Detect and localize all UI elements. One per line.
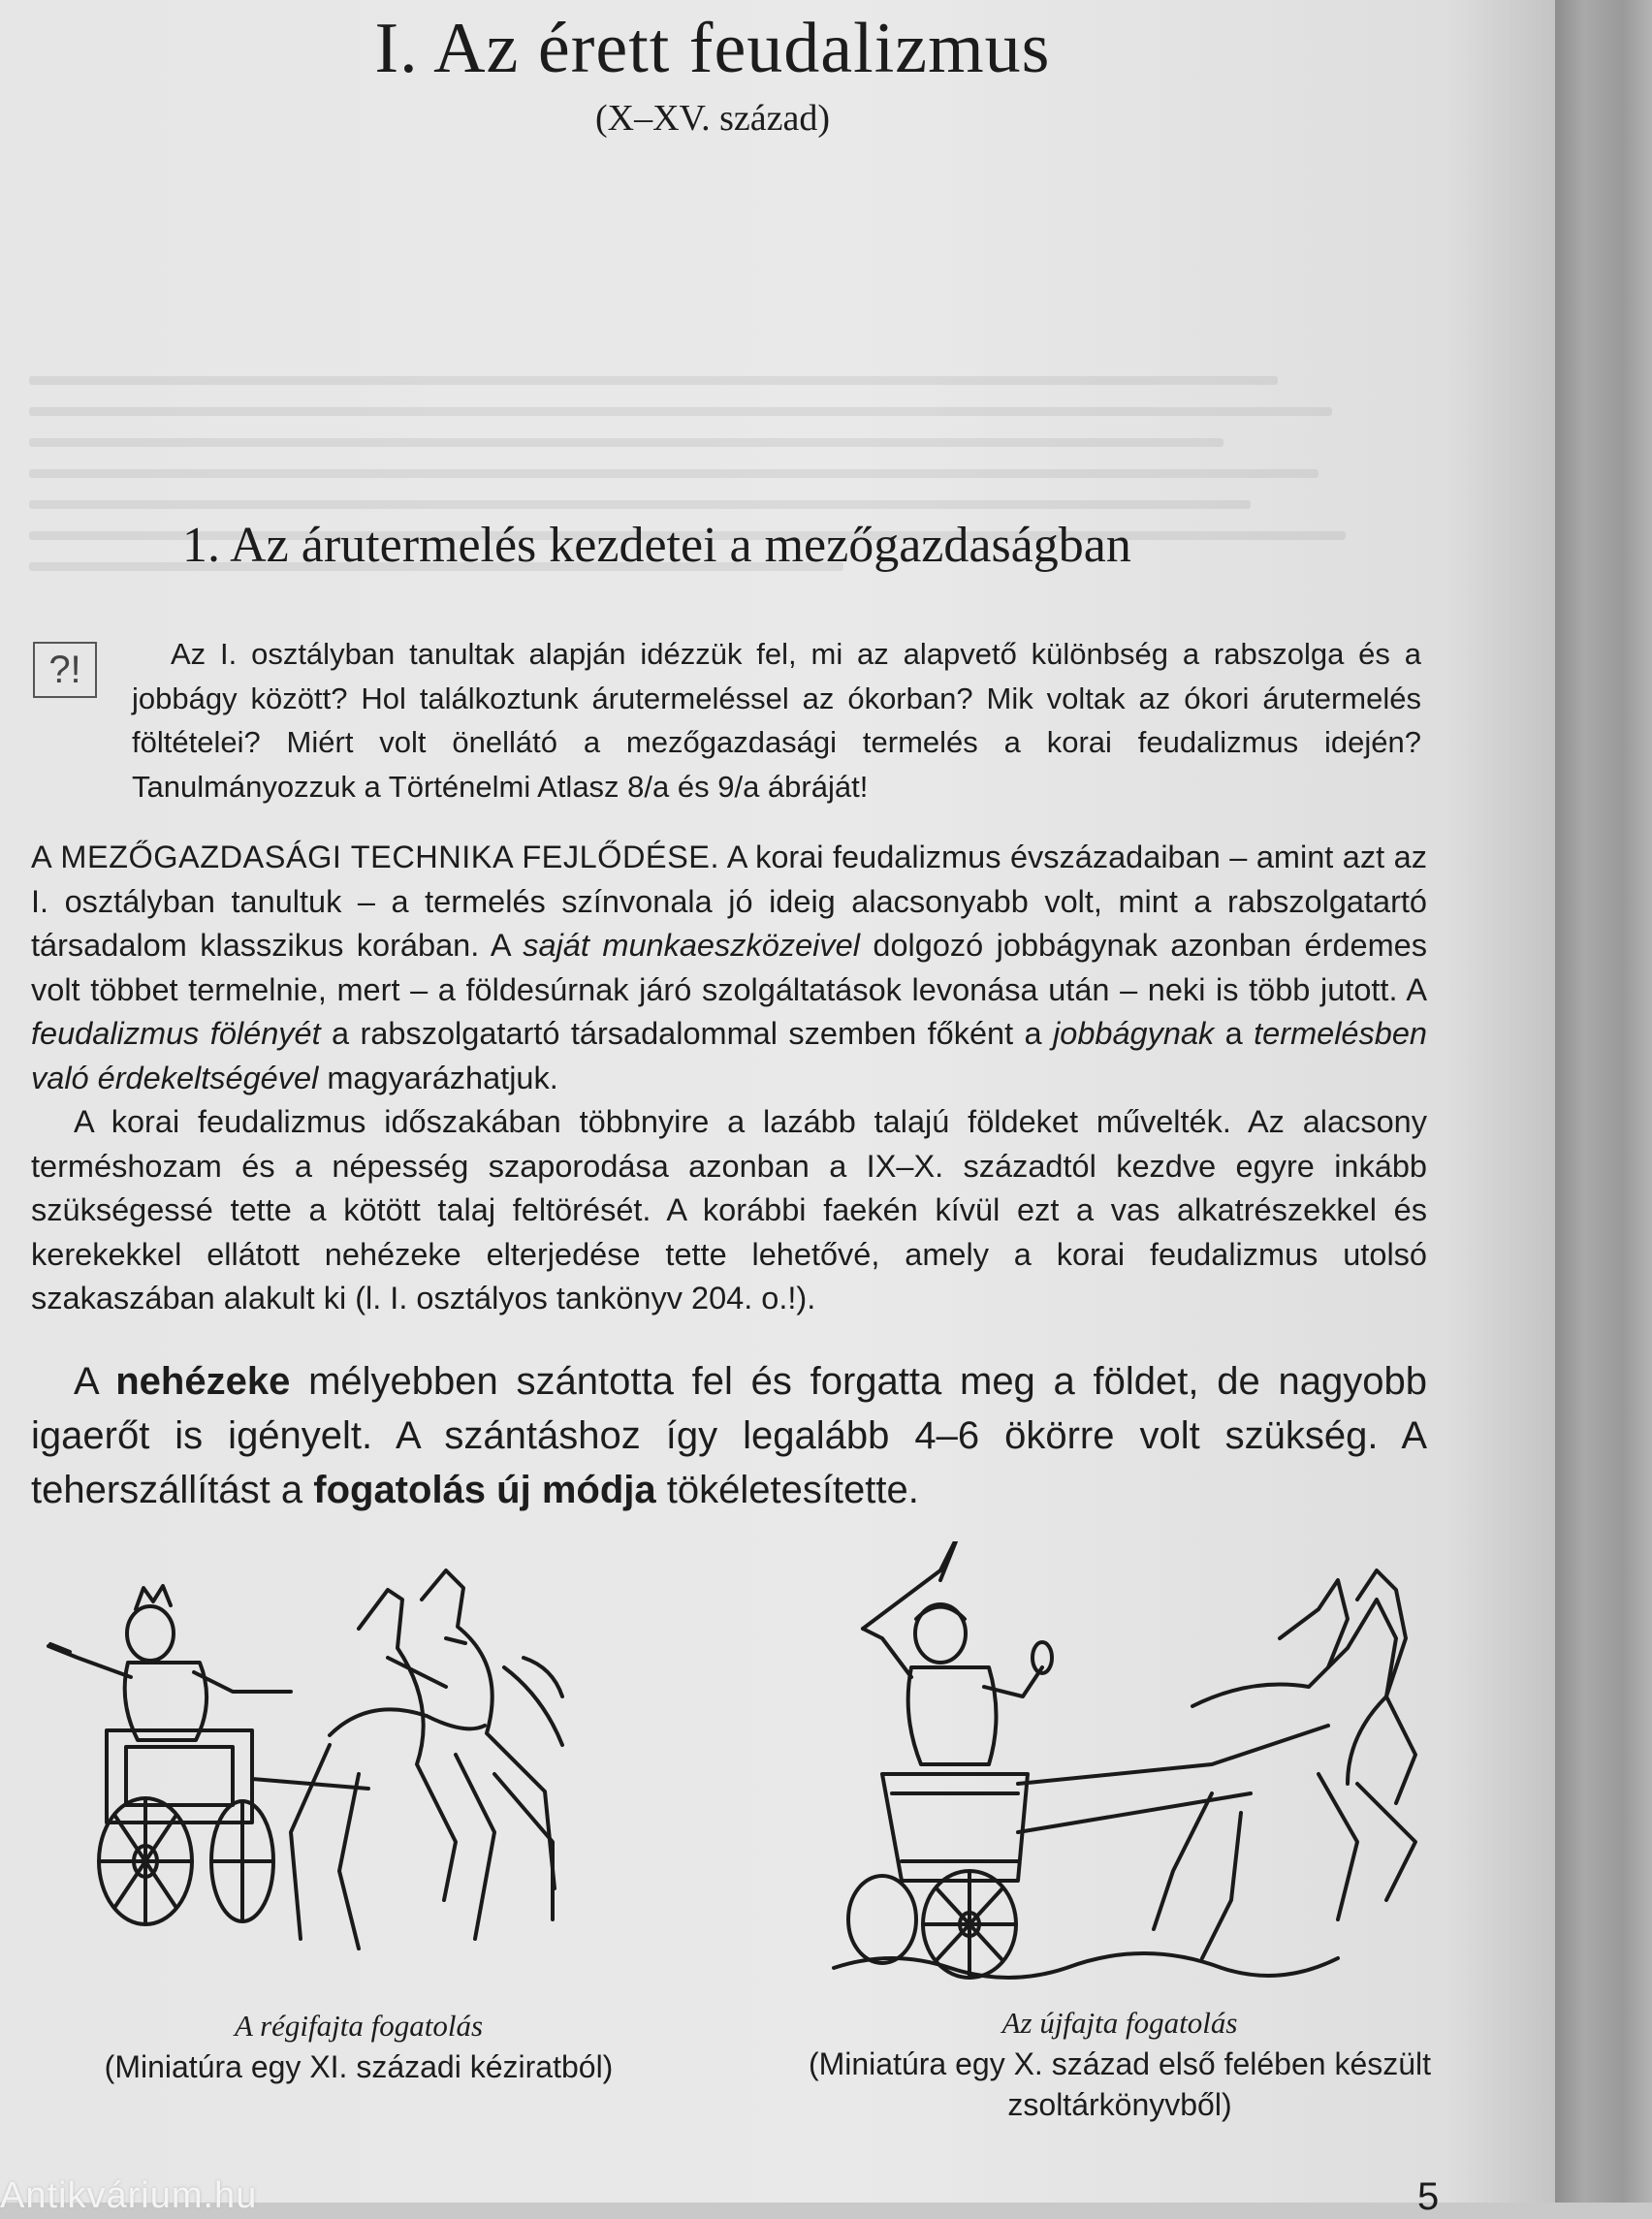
- book-spine-shadow: [1555, 0, 1652, 2203]
- figure-caption-new: [795, 2003, 1445, 2125]
- paragraph-soil: A korai feudalizmus időszakában többnyire a lazább talajú földeket művelték. Az alacsony terméshozam és a népesség szaporodása azonban a IX–X. századtól kezdve egyre inkább szükségessé tette a kötött talaj feltörését. A korábbi faekén kívül ezt a vas alkatrészekkel és kerekekkel ellátott nehézeke elterjedése tette lehetővé, amely a korai feudalizmus utolsó szakaszában alakult ki (l. I. osztályos tankönyv 204. o.!).: [31, 1104, 1427, 1316]
- summary-paragraph: A nehézeke mélyebben szántotta fel és forgatta meg a földet, de nagyobb igaerőt is igényelt. A szántáshoz így legalább 4–6 ökörre volt szükség. A teherszállítást a fogatolás új módja tökéletesítette.: [31, 1360, 1427, 1511]
- chapter-title: I. Az érett feudalizmus: [374, 9, 1051, 88]
- watermark: Antikvárium.hu: [0, 2175, 258, 2216]
- show-through-text: [29, 354, 1386, 664]
- old-harness-illustration: [39, 1541, 679, 1987]
- question-mark-icon: ?!: [33, 642, 97, 698]
- review-questions: Az I. osztályban tanultak alapján idézzük fel, mi az alapvető különbség a rabszolga és a jobbágy között? Hol találkoztunk árutermeléssel az ókorban? Mik voltak az ókori árutermelés föltételei? Miért volt önellátó a mezőgazdasági termelés a korai feudalizmus idején? Tanulmányozzuk a Történelmi Atlasz 8/a és 9/a ábráját!: [132, 637, 1421, 804]
- figure-source: (Miniatúra egy X. század első felében készült zsoltárkönyvből): [808, 2046, 1432, 2122]
- section-title: 1. Az árutermelés kezdetei a mezőgazdaságban: [182, 518, 1131, 573]
- figure-source: (Miniatúra egy XI. századi kéziratból): [104, 2049, 614, 2084]
- new-harness-illustration: [814, 1541, 1435, 1987]
- paragraph-heading: A MEZŐGAZDASÁGI TECHNIKA FEJLŐDÉSE.: [31, 840, 719, 874]
- figure-caption-old: [39, 2006, 679, 2087]
- page-number: 5: [1417, 2175, 1440, 2218]
- paragraph-technique: A MEZŐGAZDASÁGI TECHNIKA FEJLŐDÉSE. A korai feudalizmus évszázadaiban – amint azt az I. osztályban tanultuk – a termelés színvonala jó ideig alacsonyabb volt, mint a rabszolgatartó társadalom klasszikus korában. A saját munkaeszközeivel dolgozó jobbágynak azonban érdemes volt többet termelnie, mert – a földesúrnak járó szolgáltatások levonása után – neki is több jutott. A feudalizmus fölényét a rabszolgatartó társadalommal szemben főként a jobbágynak a termelésben való érdekeltségével magyarázhatjuk.: [31, 840, 1427, 1095]
- figure-title: A régifajta fogatolás: [234, 2009, 484, 2043]
- chapter-subtitle: (X–XV. század): [595, 98, 830, 139]
- body-text: [31, 836, 1427, 1321]
- figure-title: Az újfajta fogatolás: [1001, 2006, 1238, 2040]
